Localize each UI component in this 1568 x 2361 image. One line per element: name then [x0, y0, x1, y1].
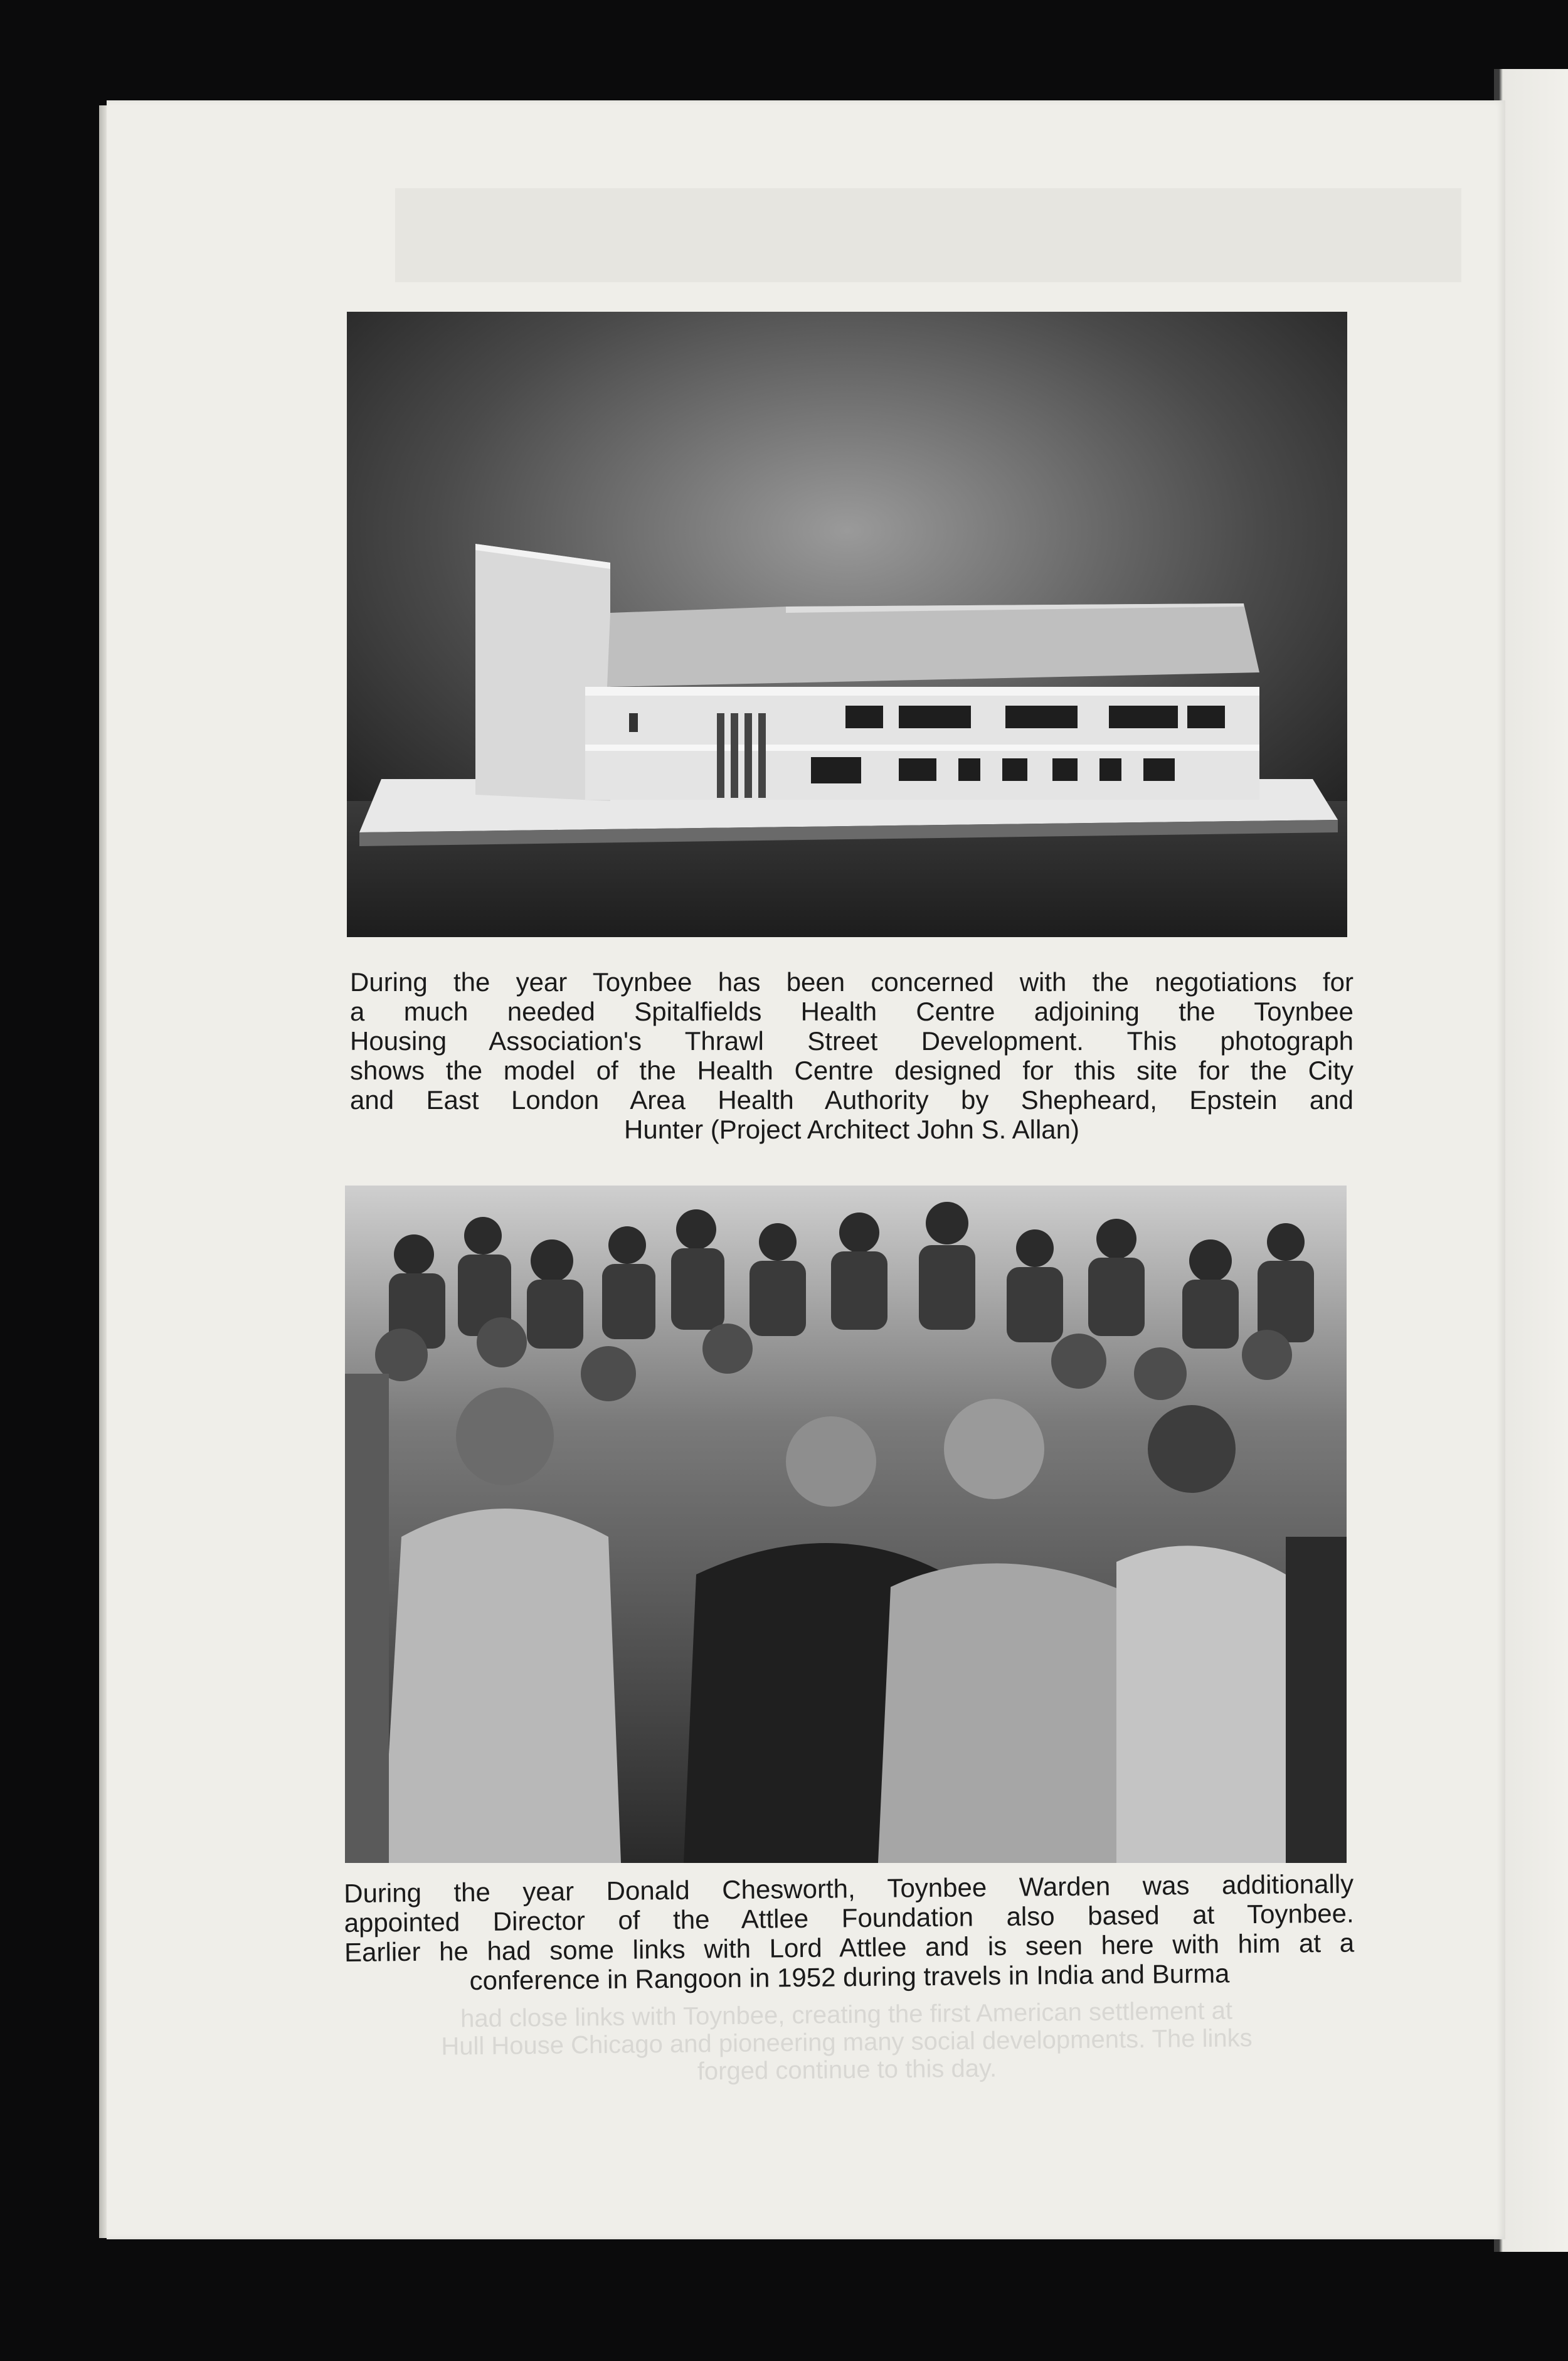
caption-line: Housing Association's Thrawl Street Development. This photograph: [350, 1026, 1353, 1056]
health-centre-model-photo: [347, 312, 1347, 937]
caption-line: shows the model of the Health Centre designed for this site for the City: [350, 1056, 1353, 1085]
caption-line: appointed Director of the Attlee Foundation also based at Toynbee.: [344, 1898, 1354, 1938]
caption-line: Hunter (Project Architect John S. Allan): [624, 1115, 1079, 1144]
caption-line: During the year Toynbee has been concerned with the negotiations for: [350, 967, 1353, 997]
conference-photo-caption: [344, 1869, 1355, 1997]
bleed-through-line: Hull House Chicago and pioneering many social developments. The links: [441, 2024, 1253, 2061]
conference-audience-photo: [345, 1186, 1347, 1863]
model-photo-caption: [350, 967, 1353, 1144]
bleed-through-line: forged continue to this day.: [697, 2054, 997, 2086]
caption-line: During the year Donald Chesworth, Toynbee Warden was additionally: [344, 1869, 1354, 1908]
caption-line: and East London Area Health Authority by Shepheard, Epstein and: [350, 1085, 1353, 1115]
bleed-through-text: [307, 1995, 1386, 2089]
caption-line: conference in Rangoon in 1952 during travels in India and Burma: [469, 1958, 1230, 1996]
caption-line: Earlier he had some links with Lord Attlee and is seen here with him at a: [344, 1928, 1355, 1967]
bleed-through-line: had close links with Toynbee, creating the first American settlement at: [460, 1997, 1233, 2033]
caption-line: a much needed Spitalfields Health Centre adjoining the Toynbee: [350, 997, 1353, 1026]
bleed-through-heading: [395, 188, 1461, 282]
